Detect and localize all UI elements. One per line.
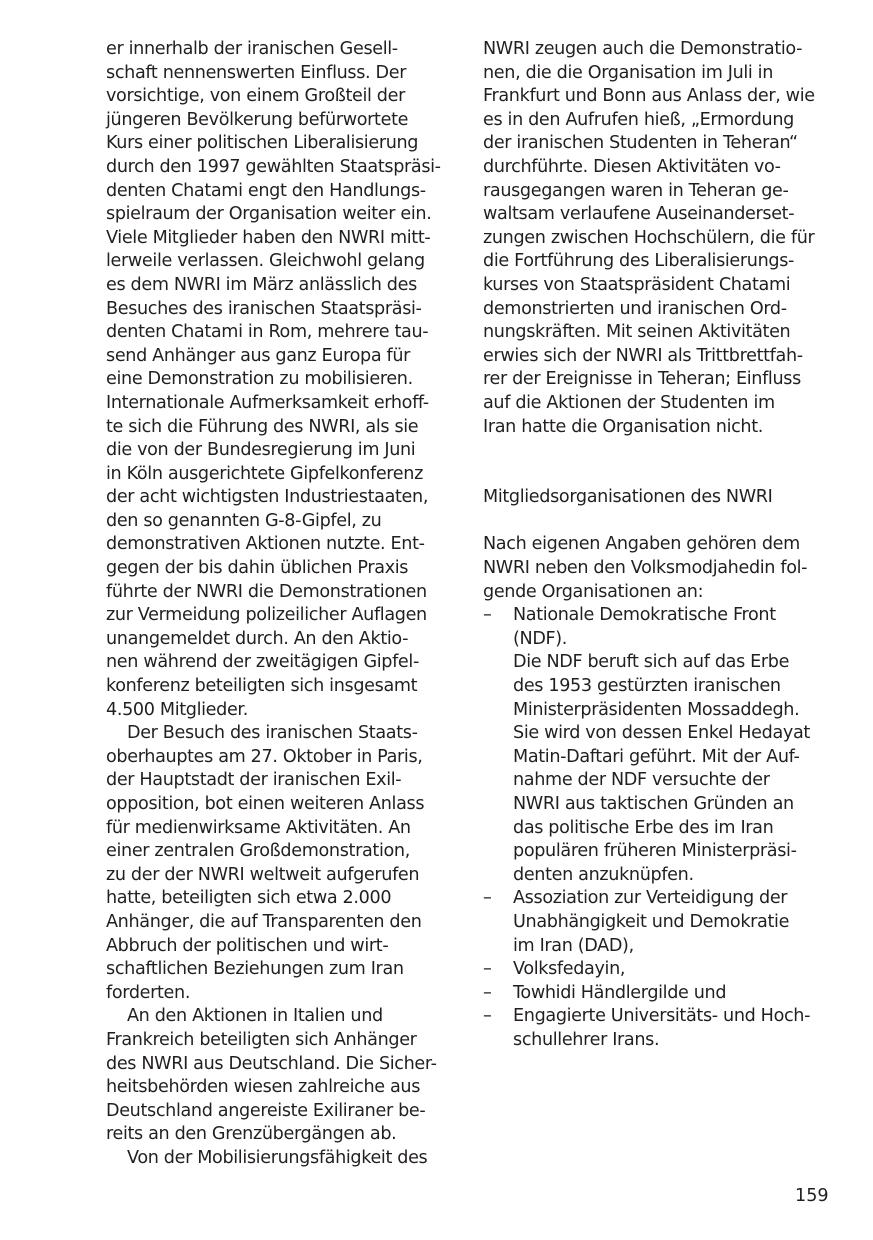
page-number: 159: [795, 1186, 829, 1206]
text-line: zungen zwischen Hochschülern, die für: [483, 227, 815, 248]
text-line: vorsichtige, von einem Großteil der: [106, 86, 405, 107]
text-line: des NWRI aus Deutschland. Die Sicher-: [106, 1053, 437, 1074]
text-line: opposition, bot einen weiteren Anlass: [106, 794, 425, 814]
text-line: Iran hatte die Organisation nicht.: [483, 416, 764, 437]
list-item: [483, 982, 839, 1006]
text-line: im Iran (DAD),: [513, 935, 634, 956]
text-line: [483, 1005, 839, 1029]
text-line: führte der NWRI die Demonstrationen: [106, 581, 427, 602]
text-line: schullehrer Irans.: [513, 1029, 660, 1050]
text-line: schaftlichen Beziehungen zum Iran: [106, 959, 404, 980]
text-line: Besuches des iranischen Staatspräsi-: [106, 298, 422, 319]
list-item: [483, 887, 839, 958]
right-column: [483, 38, 839, 1053]
text-line: Die NDF beruft sich auf das Erbe: [513, 652, 790, 673]
text-line: demonstrierten und iranischen Ord-: [483, 298, 787, 319]
text-line: NWRI zeugen auch die Demonstratio-: [483, 39, 803, 59]
text-line: gende Organisationen an:: [483, 581, 704, 602]
text-line: das politische Erbe des im Iran: [513, 817, 774, 838]
text-line: oberhauptes am 27. Oktober in Paris,: [106, 746, 423, 767]
text-line: zur Vermeidung polizeilicher Auflagen: [106, 605, 427, 626]
text-line: Der Besuch des iranischen Staats-: [127, 723, 418, 744]
list-item: [483, 604, 839, 887]
dash-bullet: –: [483, 888, 492, 909]
text-line: Matin-Daftari geführt. Mit der Auf-: [513, 746, 800, 767]
text-line: te sich die Führung des NWRI, als sie: [106, 416, 419, 437]
text-line: gegen der bis dahin üblichen Praxis: [106, 558, 409, 579]
text-line: [483, 604, 839, 628]
paragraph: [106, 38, 456, 722]
text-line: reits an den Grenzübergängen ab.: [106, 1124, 397, 1145]
text-line: es dem NWRI im März anlässlich des: [106, 274, 417, 295]
text-line: der acht wichtigsten Industriestaaten,: [106, 487, 429, 508]
text-line: NWRI neben den Volksmodjahedin fol-: [483, 558, 808, 579]
text-line: denten Chatami in Rom, mehrere tau-: [106, 322, 429, 343]
text-line: nungskräften. Mit seinen Aktivitäten: [483, 322, 791, 343]
text-line: für medienwirksame Aktivitäten. An: [106, 817, 411, 838]
text-line: NWRI aus taktischen Gründen an: [513, 794, 794, 814]
text-line: forderten.: [106, 982, 191, 1003]
text-line: der Hauptstadt der iranischen Exil-: [106, 770, 402, 791]
paragraph: [106, 722, 456, 1005]
text-line: einer zentralen Großdemonstration,: [106, 841, 410, 862]
list-item: [483, 958, 839, 982]
text-line: populären früheren Ministerpräsi-: [513, 841, 797, 862]
text-line: die Fortführung des Liberalisierungs-: [483, 251, 795, 272]
paragraph: [483, 38, 839, 439]
text-line: rer der Ereignisse in Teheran; Einfluss: [483, 369, 801, 390]
paragraph: [106, 1005, 456, 1147]
text-line: Von der Mobilisierungsfähigkeit des: [127, 1147, 428, 1168]
text-line: denten Chatami engt den Handlungs-: [106, 180, 426, 201]
dash-bullet: –: [483, 959, 492, 980]
paragraph: [106, 1147, 456, 1171]
list-item-text: Volksfedayin,: [513, 959, 626, 980]
text-line: [483, 887, 839, 911]
dash-bullet: –: [483, 1006, 492, 1027]
text-line: Sie wird von dessen Enkel Hedayat: [513, 723, 810, 744]
text-line: jüngeren Bevölkerung befürwortete: [106, 109, 409, 130]
text-line: lerweile verlassen. Gleichwohl gelang: [106, 251, 425, 272]
text-line: nahme der NDF versuchte der: [513, 770, 770, 791]
text-line: Anhänger, die auf Transparenten den: [106, 911, 422, 932]
text-line: unangemeldet durch. An den Aktio-: [106, 628, 409, 649]
text-line: An den Aktionen in Italien und: [127, 1006, 383, 1027]
text-line: heitsbehörden wiesen zahlreiche aus: [106, 1077, 421, 1098]
text-line: den so genannten G-8-Gipfel, zu: [106, 510, 382, 531]
text-line: Kurs einer politischen Liberalisierung: [106, 133, 419, 154]
text-line: in Köln ausgerichtete Gipfelkonferenz: [106, 463, 423, 484]
text-line: [483, 982, 839, 1006]
spacer: [483, 439, 839, 463]
text-line: rausgegangen waren in Teheran ge-: [483, 180, 789, 201]
text-line: Frankreich beteiligten sich Anhänger: [106, 1029, 417, 1050]
text-line: eine Demonstration zu mobilisieren.: [106, 369, 413, 390]
text-line: Deutschland angereiste Exiliraner be-: [106, 1100, 426, 1121]
text-line: Frankfurt und Bonn aus Anlass der, wie: [483, 86, 815, 107]
text-line: Abbruch der politischen und wirt-: [106, 935, 389, 956]
text-line: Unabhängigkeit und Demokratie: [513, 911, 790, 932]
text-line: Nach eigenen Angaben gehören dem: [483, 534, 800, 555]
text-line: Viele Mitglieder haben den NWRI mitt-: [106, 227, 431, 248]
text-line: konferenz beteiligten sich insgesamt: [106, 676, 418, 697]
text-line: durch den 1997 gewählten Staatspräsi-: [106, 156, 441, 177]
text-line: auf die Aktionen der Studenten im: [483, 392, 775, 413]
text-line: send Anhänger aus ganz Europa für: [106, 345, 411, 366]
list-item-text: Nationale Demokratische Front: [513, 605, 776, 626]
text-line: durchführte. Diesen Aktivitäten vo-: [483, 156, 781, 177]
text-line: es in den Aufrufen hieß, „Ermordung: [483, 109, 794, 130]
text-line: [483, 958, 839, 982]
left-column: [106, 38, 456, 1171]
text-line: der iranischen Studenten in Teheran“: [483, 133, 798, 154]
text-line: hatte, beteiligten sich etwa 2.000: [106, 888, 392, 909]
text-line: Ministerpräsidenten Mossaddegh.: [513, 699, 800, 720]
text-line: demonstrativen Aktionen nutzte. Ent-: [106, 534, 425, 555]
text-line: 4.500 Mitglieder.: [106, 699, 248, 720]
list-item: [483, 1005, 839, 1052]
text-line: waltsam verlaufene Auseinanderset-: [483, 204, 795, 225]
section-heading: Mitgliedsorganisationen des NWRI: [483, 487, 773, 508]
text-line: schaft nennenswerten Einfluss. Der: [106, 62, 407, 83]
text-line: die von der Bundesregierung im Juni: [106, 440, 416, 461]
text-line: erwies sich der NWRI als Trittbrettfah-: [483, 345, 803, 366]
dash-bullet: –: [483, 982, 492, 1003]
text-line: denten anzuknüpfen.: [513, 864, 694, 885]
list-item-text: Towhidi Händlergilde und: [513, 982, 727, 1003]
list-item-text: Engagierte Universitäts- und Hoch-: [513, 1006, 811, 1027]
dash-bullet: –: [483, 605, 492, 626]
text-line: kurses von Staatspräsident Chatami: [483, 274, 791, 295]
text-line: (NDF).: [513, 628, 568, 649]
text-line: nen während der zweitägigen Gipfel-: [106, 652, 419, 673]
spacer: [483, 463, 839, 487]
list-item-text: Assoziation zur Verteidigung der: [513, 888, 788, 909]
paragraph: [483, 533, 839, 604]
text-line: Internationale Aufmerksamkeit erhoff-: [106, 392, 429, 413]
organization-list: [483, 604, 839, 1052]
text-line: er innerhalb der iranischen Gesell-: [106, 39, 398, 59]
text-line: spielraum der Organisation weiter ein.: [106, 204, 432, 225]
text-line: des 1953 gestürzten iranischen: [513, 676, 781, 697]
text-line: zu der der NWRI weltweit aufgerufen: [106, 864, 420, 885]
text-line: nen, die die Organisation im Juli in: [483, 62, 774, 83]
spacer: [483, 510, 839, 534]
